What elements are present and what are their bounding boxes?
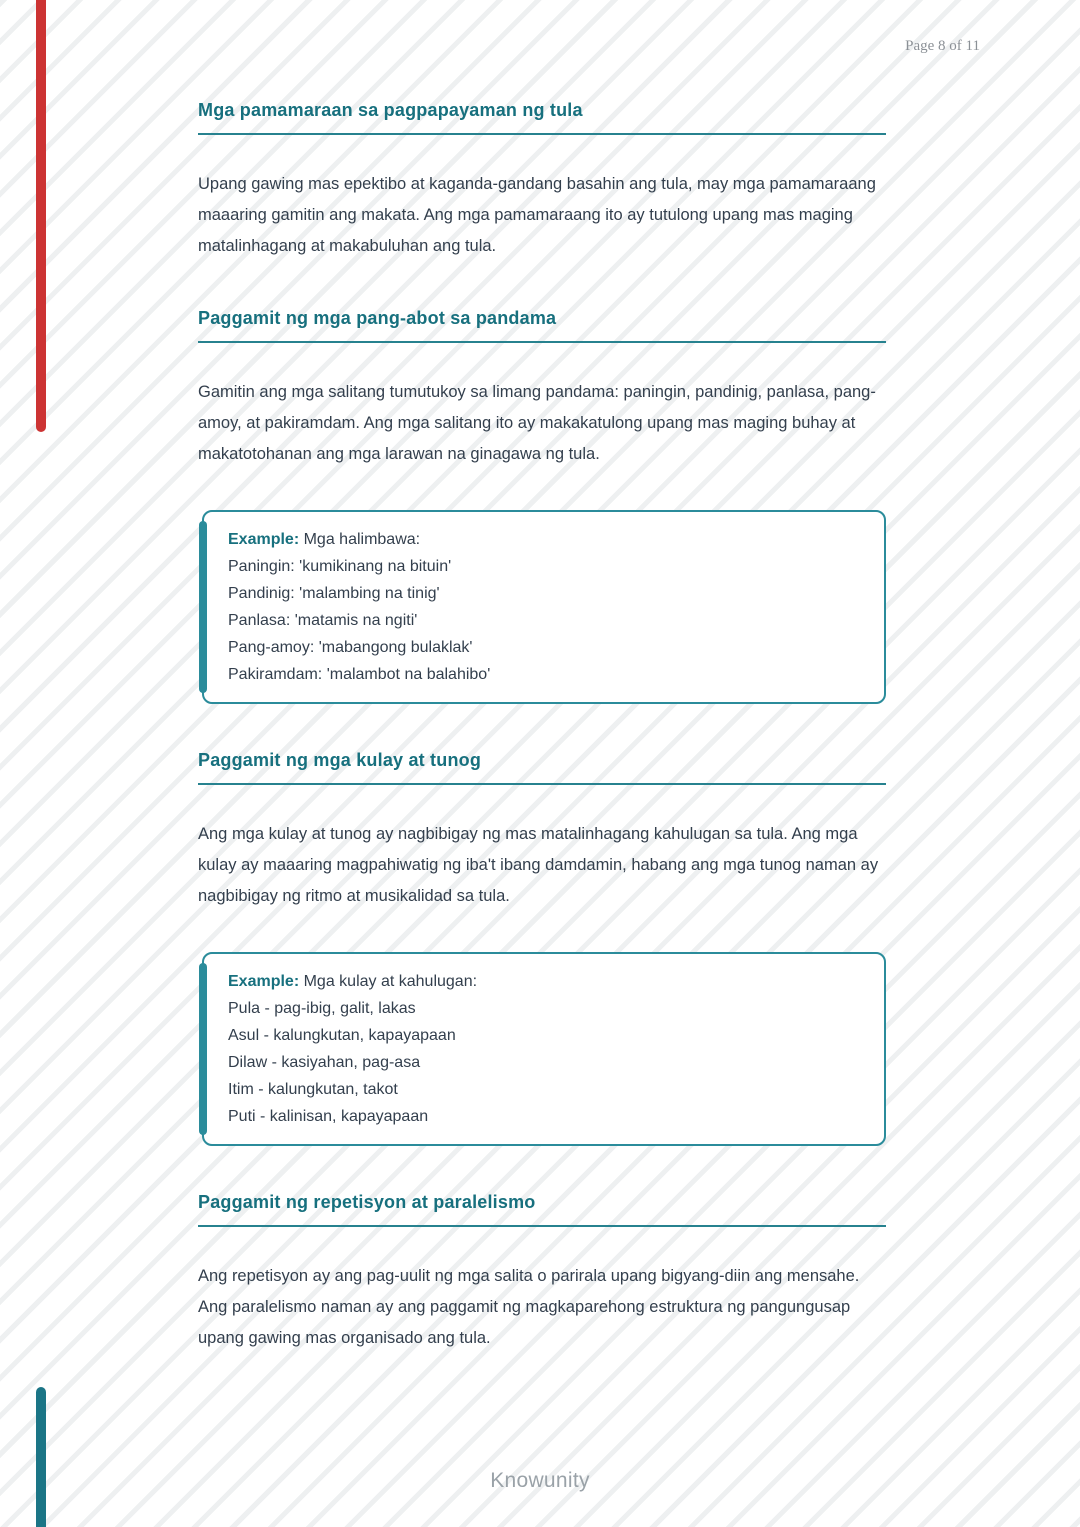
- example-intro-line: [228, 968, 862, 995]
- example-line: Pula - pag-ibig, galit, lakas: [228, 1000, 416, 1017]
- example-line: Dilaw - kasiyahan, pag-asa: [228, 1054, 421, 1071]
- example-line: Pang-amoy: 'mabangong bulaklak': [228, 639, 473, 656]
- section-heading-pandama: Paggamit ng mga pang-abot sa pandama: [198, 308, 886, 343]
- example-line: Pandinig: 'malambing na tinig': [228, 585, 440, 602]
- example-box-pandama: [202, 510, 886, 704]
- footer-brand: Knowunity: [490, 1469, 590, 1492]
- example-line: Pakiramdam: 'malambot na balahibo': [228, 666, 491, 683]
- page-number: Page 8 of 11: [905, 38, 980, 54]
- example-intro-text: Mga halimbawa:: [303, 531, 421, 548]
- example-intro-text: Mga kulay at kahulugan:: [303, 973, 478, 990]
- section-heading-repetisyon: Paggamit ng repetisyon at paralelismo: [198, 1192, 886, 1227]
- content-column: [198, 100, 886, 1354]
- section-heading-pamamaraan: Mga pamamaraan sa pagpapayaman ng tula: [198, 100, 886, 135]
- example-line: Asul - kalungkutan, kapayapaan: [228, 1027, 456, 1044]
- teal-edge-bar: [36, 1387, 46, 1527]
- section-paragraph-pandama: Gamitin ang mga salitang tumutukoy sa limang pandama: paningin, pandinig, panlasa, pang-amoy, at pakiramdam. Ang mga salitang ito ay makakatulong upang mas maging buhay at makatotohanan ang mga larawan na ginagawa ng tula.: [198, 383, 876, 463]
- example-intro-line: [228, 526, 862, 553]
- example-label: Example:: [228, 531, 300, 548]
- red-edge-bar: [36, 0, 46, 432]
- section-paragraph-repetisyon: Ang repetisyon ay ang pag-uulit ng mga salita o parirala upang bigyang-diin ang mensahe. Ang paralelismo naman ay ang paggamit ng magkaparehong estruktura ng pangungusap upang gawing mas organisado ang tula.: [198, 1267, 860, 1347]
- example-label: Example:: [228, 973, 300, 990]
- section-heading-kulay-tunog: Paggamit ng mga kulay at tunog: [198, 750, 886, 785]
- section-paragraph-pamamaraan: Upang gawing mas epektibo at kaganda-gandang basahin ang tula, may mga pamamaraang maaaring gamitin ang makata. Ang mga pamamaraang ito ay tutulong upang mas maging matalinhagang at makabuluhan ang tula.: [198, 175, 876, 255]
- section-paragraph-kulay-tunog: Ang mga kulay at tunog ay nagbibigay ng mas matalinhagang kahulugan sa tula. Ang mga kulay ay maaaring magpahiwatig ng iba't ibang damdamin, habang ang mga tunog naman ay nagbibigay ng ritmo at musikalidad sa tula.: [198, 825, 879, 905]
- example-line: Puti - kalinisan, kapayapaan: [228, 1108, 429, 1125]
- example-line: Paningin: 'kumikinang na bituin': [228, 558, 452, 575]
- example-line: Itim - kalungkutan, takot: [228, 1081, 398, 1098]
- example-box-kulay: [202, 952, 886, 1146]
- example-line: Panlasa: 'matamis na ngiti': [228, 612, 418, 629]
